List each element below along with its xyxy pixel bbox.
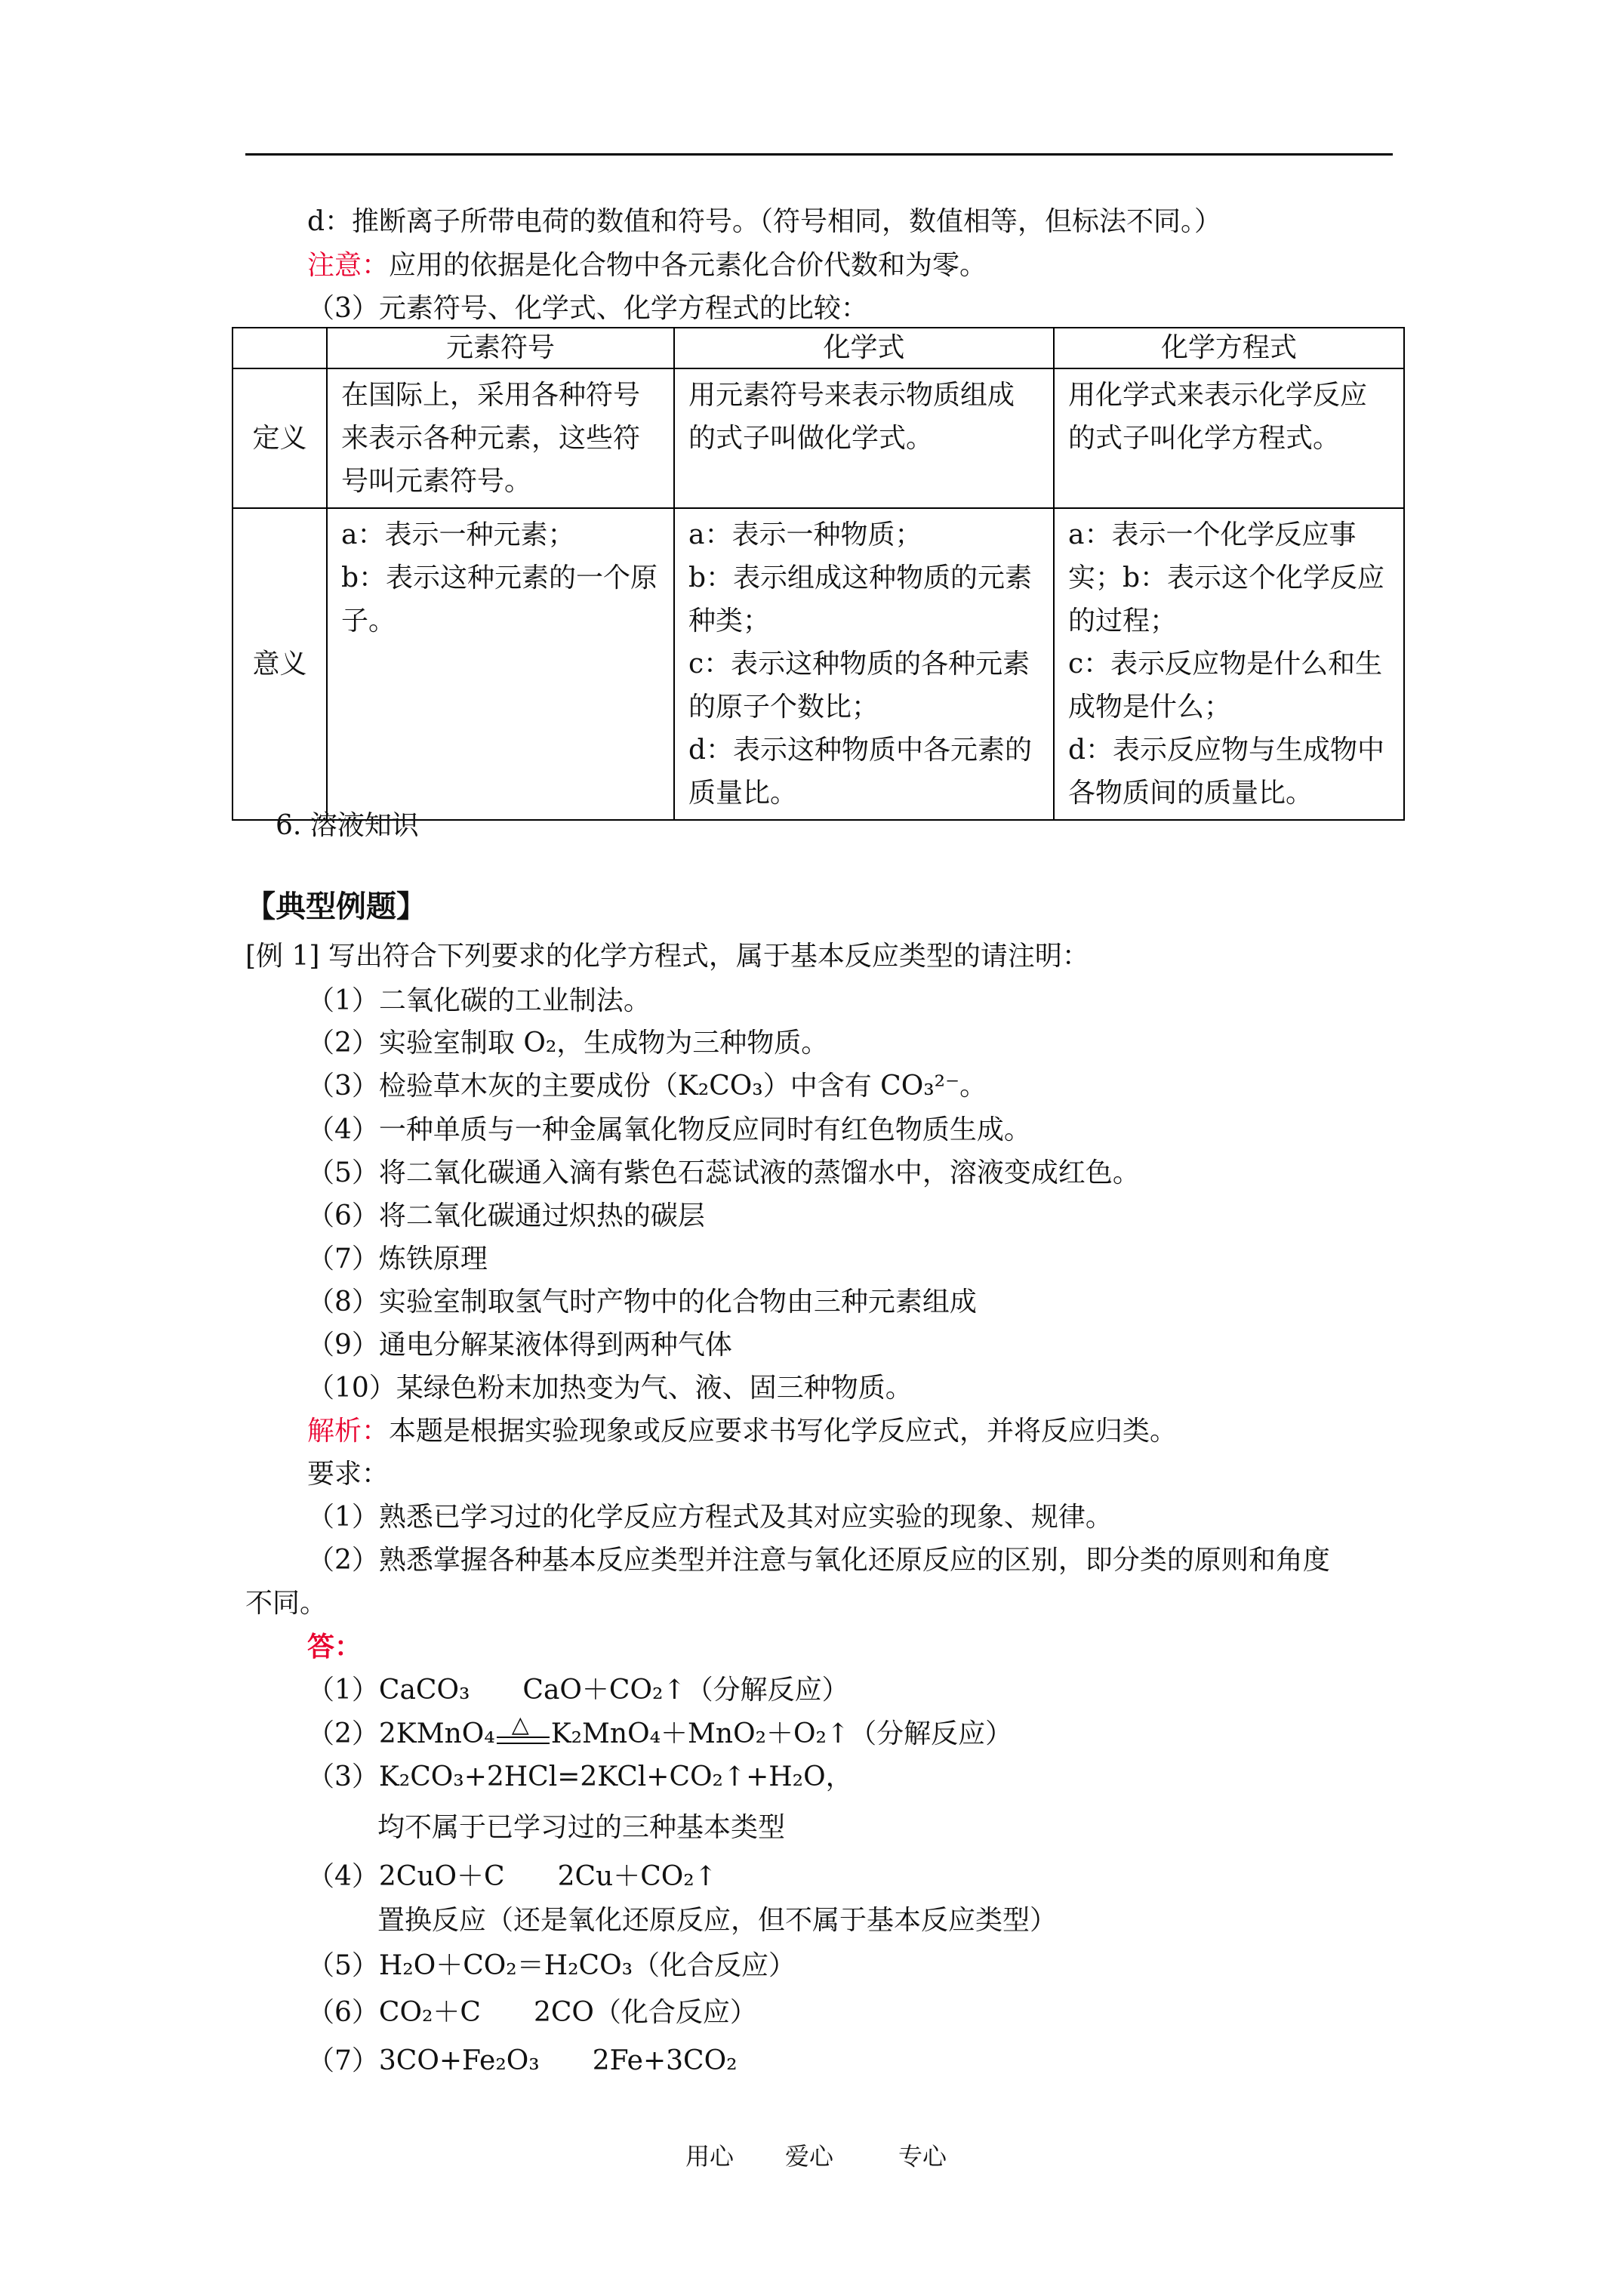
intro-line-d: d：推断离子所带电荷的数值和符号。（符号相同，数值相等，但标法不同。） bbox=[307, 206, 1222, 237]
answer-4-reactant: （4）2CuO＋C bbox=[307, 1861, 505, 1892]
table-cell: 用化学式来表示化学反应的式子叫化学方程式。 bbox=[1054, 368, 1404, 508]
footer-word-3: 专心 bbox=[898, 2142, 947, 2171]
table-header-row bbox=[233, 328, 1404, 368]
requirement-1: （1）熟悉已学习过的化学反应方程式及其对应实验的现象、规律。 bbox=[307, 1502, 1113, 1533]
meaning-entry: d：表示反应物与生成物中各物质间的质量比。 bbox=[1068, 735, 1385, 809]
question-7: （7）炼铁原理 bbox=[307, 1244, 488, 1274]
analysis-line bbox=[307, 1413, 1177, 1450]
answer-4-note: 置换反应（还是氧化还原反应，但不属于基本反应类型） bbox=[377, 1905, 1058, 1936]
answer-1 bbox=[307, 1672, 849, 1709]
table-header-cell: 元素符号 bbox=[327, 328, 674, 368]
question-6: （6）将二氧化碳通过炽热的碳层 bbox=[307, 1200, 705, 1231]
answer-3: （3）K₂CO₃+2HCl=2KCl+CO₂↑+H₂O， bbox=[307, 1761, 853, 1792]
answer-7 bbox=[307, 2043, 738, 2079]
table-row-meaning bbox=[233, 508, 1404, 820]
answer-2 bbox=[307, 1712, 1013, 1752]
table-cell bbox=[1054, 508, 1404, 820]
question-3: （3）检验草木灰的主要成份（K₂CO₃）中含有 CO₃²⁻。 bbox=[307, 1071, 987, 1102]
item-6: 6. 溶液知识 bbox=[276, 810, 419, 841]
answer-5: （5）H₂O＋CO₂＝H₂CO₃（化合反应） bbox=[307, 1950, 796, 1981]
heat-condition-symbol bbox=[495, 1712, 551, 1747]
table-cell bbox=[674, 508, 1054, 820]
meaning-entry: a：表示一个化学反应事实；b：表示这个化学反应的过程； bbox=[1068, 519, 1385, 636]
answer-6-reactant: （6）CO₂＋C bbox=[307, 1997, 481, 2028]
section-3-title: （3）元素符号、化学式、化学方程式的比较： bbox=[307, 293, 868, 324]
footer-word-2: 爱心 bbox=[785, 2142, 834, 2171]
heat-condition-label: △ bbox=[511, 1712, 529, 1738]
table-cell bbox=[327, 508, 674, 820]
table-cell: 在国际上，采用各种符号来表示各种元素，这些符号叫元素符号。 bbox=[327, 368, 674, 508]
answer-4 bbox=[307, 1859, 717, 1895]
row-label-meaning: 意义 bbox=[233, 508, 327, 820]
analysis-text: 本题是根据实验现象或反应要求书写化学反应式，并将反应归类。 bbox=[389, 1416, 1178, 1447]
requirement-2: （2）熟悉掌握各种基本反应类型并注意与氧化还原反应的区别，即分类的原则和角度 bbox=[307, 1545, 1330, 1576]
meaning-entry: b：表示组成这种物质的元素种类； bbox=[688, 562, 1033, 636]
meaning-entry: a：表示一种元素； bbox=[341, 519, 575, 550]
table-header-cell bbox=[233, 328, 327, 368]
answer-1-reactant: （1）CaCO₃ bbox=[307, 1675, 470, 1706]
meaning-entry: c：表示这种物质的各种元素的原子个数比； bbox=[688, 649, 1030, 723]
meaning-entry: b：表示这种元素的一个原子。 bbox=[341, 562, 658, 636]
meaning-entry: d：表示这种物质中各元素的质量比。 bbox=[688, 735, 1033, 809]
table-row-definition bbox=[233, 368, 1404, 508]
requirement-2-continued: 不同。 bbox=[245, 1588, 328, 1619]
table-cell: 用元素符号来表示物质组成的式子叫做化学式。 bbox=[674, 368, 1054, 508]
header-rule bbox=[245, 153, 1393, 156]
question-8: （8）实验室制取氢气时产物中的化合物由三种元素组成 bbox=[307, 1287, 977, 1318]
question-10: （10）某绿色粉末加热变为气、液、固三种物质。 bbox=[307, 1373, 913, 1404]
note-text: 应用的依据是化合物中各元素化合价代数和为零。 bbox=[389, 250, 987, 281]
row-label-definition: 定义 bbox=[233, 368, 327, 508]
answer-2-reactant: （2）2KMnO₄ bbox=[307, 1718, 495, 1749]
question-4: （4）一种单质与一种金属氧化物反应同时有红色物质生成。 bbox=[307, 1114, 1031, 1145]
answer-label: 答： bbox=[307, 1631, 362, 1663]
meaning-entry: a：表示一种物质； bbox=[688, 519, 922, 550]
answer-2-product: K₂MnO₄＋MnO₂＋O₂↑（分解反应） bbox=[550, 1718, 1013, 1749]
answer-1-product: CaO＋CO₂↑（分解反应） bbox=[522, 1675, 849, 1706]
note-line bbox=[307, 248, 987, 284]
requirements-label: 要求： bbox=[307, 1459, 390, 1490]
question-5: （5）将二氧化碳通入滴有紫色石蕊试液的蒸馏水中，溶液变成红色。 bbox=[307, 1157, 1140, 1188]
answer-6 bbox=[307, 1995, 757, 2031]
comparison-table bbox=[232, 327, 1405, 821]
example-1-prompt: [例 1] 写出符合下列要求的化学方程式，属于基本反应类型的请注明： bbox=[245, 941, 1089, 972]
answer-7-product: 2Fe+3CO₂ bbox=[592, 2045, 738, 2076]
answer-3-note: 均不属于已学习过的三种基本类型 bbox=[377, 1812, 786, 1843]
answer-6-product: 2CO（化合反应） bbox=[533, 1997, 757, 2028]
answer-4-product: 2Cu＋CO₂↑ bbox=[557, 1861, 717, 1892]
table-header-cell: 化学方程式 bbox=[1054, 328, 1404, 368]
examples-heading: 【典型例题】 bbox=[245, 889, 427, 924]
table-header-cell: 化学式 bbox=[674, 328, 1054, 368]
question-9: （9）通电分解某液体得到两种气体 bbox=[307, 1330, 732, 1361]
answer-7-reactant: （7）3CO+Fe₂O₃ bbox=[307, 2045, 540, 2076]
question-1: （1）二氧化碳的工业制法。 bbox=[307, 985, 651, 1016]
analysis-label: 解析： bbox=[307, 1416, 390, 1447]
footer-word-1: 用心 bbox=[685, 2142, 735, 2171]
note-label: 注意： bbox=[307, 250, 390, 281]
meaning-entry: c：表示反应物是什么和生成物是什么； bbox=[1068, 649, 1383, 723]
question-2: （2）实验室制取 O₂，生成物为三种物质。 bbox=[307, 1028, 829, 1059]
